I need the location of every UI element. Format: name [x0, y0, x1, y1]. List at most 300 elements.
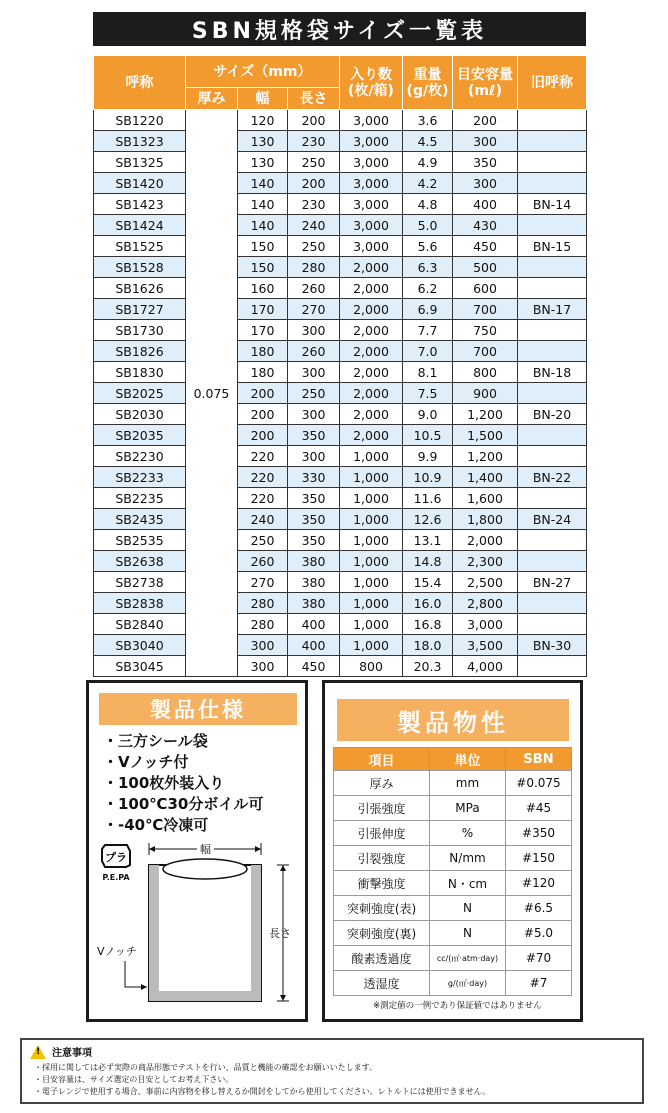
cell-weight: 5.0 [403, 215, 453, 236]
phys-cell-value: #0.075 [506, 771, 572, 796]
cell-weight: 3.6 [403, 110, 453, 131]
cell-weight: 6.2 [403, 278, 453, 299]
cell-name: SB1325 [94, 152, 186, 173]
cell-capacity: 600 [453, 278, 518, 299]
cell-name: SB2230 [94, 446, 186, 467]
table-row [94, 656, 587, 677]
bag-outline [149, 865, 261, 1001]
cell-length: 300 [288, 362, 340, 383]
cell-qty: 2,000 [340, 257, 403, 278]
cell-capacity: 1,400 [453, 467, 518, 488]
cell-length: 270 [288, 299, 340, 320]
col-header-size-group: サイズ（mm） [186, 56, 340, 88]
cell-weight: 10.5 [403, 425, 453, 446]
cell-qty: 1,000 [340, 509, 403, 530]
cell-capacity: 750 [453, 320, 518, 341]
phys-cell-unit: N [430, 921, 506, 946]
cell-weight: 7.7 [403, 320, 453, 341]
left-seal [149, 865, 159, 1001]
phys-cell-unit: % [430, 821, 506, 846]
table-row [94, 299, 587, 320]
cell-width: 280 [238, 593, 288, 614]
cell-name: SB2235 [94, 488, 186, 509]
cell-old-name [518, 551, 587, 572]
cell-qty: 1,000 [340, 530, 403, 551]
cell-weight: 12.6 [403, 509, 453, 530]
physical-props-table [333, 747, 572, 996]
cell-weight: 15.4 [403, 572, 453, 593]
feature-list [103, 731, 263, 836]
cell-width: 260 [238, 551, 288, 572]
cell-weight: 4.5 [403, 131, 453, 152]
cell-capacity: 430 [453, 215, 518, 236]
table-row [94, 593, 587, 614]
table-row [334, 771, 572, 796]
phys-cell-item: 衝撃強度 [334, 871, 430, 896]
bottom-seal [149, 991, 261, 1001]
phys-cell-item: 突刺強度(表) [334, 896, 430, 921]
phys-cell-value: #5.0 [506, 921, 572, 946]
cell-old-name: BN-22 [518, 467, 587, 488]
bag-opening [163, 859, 247, 879]
cell-qty: 1,000 [340, 635, 403, 656]
cell-length: 200 [288, 110, 340, 131]
table-row [94, 383, 587, 404]
cell-qty: 2,000 [340, 299, 403, 320]
cell-capacity: 2,500 [453, 572, 518, 593]
cell-width: 220 [238, 488, 288, 509]
caution-line: ・目安容量は、サイズ選定の目安としてお考え下さい。 [34, 1075, 234, 1084]
table-row [94, 362, 587, 383]
table-row [94, 467, 587, 488]
cell-thickness: 0.075 [186, 110, 238, 677]
table-row [334, 846, 572, 871]
phys-cell-unit: g/(㎡·day) [430, 971, 506, 996]
cell-capacity: 900 [453, 383, 518, 404]
table-row [334, 871, 572, 896]
cell-length: 250 [288, 236, 340, 257]
cell-length: 250 [288, 383, 340, 404]
cell-width: 200 [238, 425, 288, 446]
cell-old-name [518, 425, 587, 446]
cell-width: 200 [238, 404, 288, 425]
col-header-name: 呼称 [94, 56, 186, 110]
cell-name: SB1525 [94, 236, 186, 257]
diagram-width-label: 幅 [197, 841, 214, 857]
table-row [94, 131, 587, 152]
right-seal [251, 865, 261, 1001]
table-row [94, 194, 587, 215]
cell-width: 170 [238, 299, 288, 320]
cell-weight: 11.6 [403, 488, 453, 509]
cell-name: SB2840 [94, 614, 186, 635]
cell-length: 400 [288, 614, 340, 635]
cell-capacity: 1,200 [453, 446, 518, 467]
cell-weight: 7.0 [403, 341, 453, 362]
cell-qty: 2,000 [340, 341, 403, 362]
cell-length: 230 [288, 131, 340, 152]
cell-qty: 3,000 [340, 236, 403, 257]
cell-width: 300 [238, 635, 288, 656]
cell-old-name [518, 320, 587, 341]
cell-width: 130 [238, 152, 288, 173]
cell-width: 170 [238, 320, 288, 341]
cell-capacity: 350 [453, 152, 518, 173]
cell-old-name: BN-14 [518, 194, 587, 215]
physical-props-table-container [333, 747, 571, 996]
cell-capacity: 1,200 [453, 404, 518, 425]
phys-cell-unit: N/mm [430, 846, 506, 871]
caution-title: 注意事項 [52, 1048, 92, 1059]
feature-item: ・Vノッチ付 [103, 753, 189, 771]
cell-length: 260 [288, 341, 340, 362]
col-header-weight: 重量 (g/枚) [403, 56, 453, 110]
phys-cell-value: #350 [506, 821, 572, 846]
cell-weight: 7.5 [403, 383, 453, 404]
cell-name: SB2435 [94, 509, 186, 530]
cell-width: 150 [238, 257, 288, 278]
cell-old-name [518, 152, 587, 173]
cell-old-name: BN-20 [518, 404, 587, 425]
cell-old-name [518, 215, 587, 236]
cell-name: SB2838 [94, 593, 186, 614]
phys-cell-value: #150 [506, 846, 572, 871]
cell-name: SB1730 [94, 320, 186, 341]
cell-qty: 3,000 [340, 110, 403, 131]
cell-qty: 3,000 [340, 131, 403, 152]
cell-width: 220 [238, 446, 288, 467]
col-header-old-name: 旧呼称 [518, 56, 587, 110]
cell-old-name [518, 593, 587, 614]
cell-old-name: BN-15 [518, 236, 587, 257]
table-row [334, 796, 572, 821]
physical-props-title: 製品物性 [337, 699, 569, 741]
cell-old-name [518, 341, 587, 362]
cell-length: 300 [288, 320, 340, 341]
phys-header-item: 項目 [334, 748, 430, 771]
cell-weight: 8.1 [403, 362, 453, 383]
cell-length: 380 [288, 551, 340, 572]
table-row [94, 215, 587, 236]
cell-old-name [518, 257, 587, 278]
cell-length: 350 [288, 425, 340, 446]
page-title: SBN規格袋サイズ一覧表 [93, 12, 586, 46]
physical-props-note: ※測定値の一例であり保証値ではありません [373, 1001, 542, 1011]
phys-cell-unit: MPa [430, 796, 506, 821]
cell-width: 180 [238, 362, 288, 383]
phys-cell-item: 引張伸度 [334, 821, 430, 846]
cell-weight: 4.9 [403, 152, 453, 173]
cell-old-name [518, 656, 587, 677]
table-row [94, 572, 587, 593]
cell-name: SB1626 [94, 278, 186, 299]
diagram-length-label: 長さ [269, 927, 291, 940]
caution-line: ・採用に関しては必ず実際の商品形態でテストを行い、品質と機能の確認をお願いいたします。 [34, 1063, 378, 1072]
product-spec-title: 製品仕様 [99, 693, 297, 725]
cell-old-name: BN-24 [518, 509, 587, 530]
table-row [94, 236, 587, 257]
cell-length: 450 [288, 656, 340, 677]
cell-capacity: 1,800 [453, 509, 518, 530]
cell-name: SB2025 [94, 383, 186, 404]
notch-pointer-arrow [141, 984, 147, 990]
cell-old-name: BN-17 [518, 299, 587, 320]
warning-icon [30, 1045, 46, 1059]
cell-length: 240 [288, 215, 340, 236]
cell-old-name [518, 383, 587, 404]
cell-name: SB1323 [94, 131, 186, 152]
cell-width: 120 [238, 110, 288, 131]
table-row [94, 635, 587, 656]
table-row [94, 530, 587, 551]
cell-capacity: 1,500 [453, 425, 518, 446]
product-spec-box [86, 680, 308, 1022]
cell-width: 220 [238, 467, 288, 488]
cell-length: 260 [288, 278, 340, 299]
recycle-material-label: P.E.PA [102, 873, 130, 882]
cell-weight: 9.0 [403, 404, 453, 425]
cell-width: 280 [238, 614, 288, 635]
cell-weight: 4.8 [403, 194, 453, 215]
phys-header-unit: 単位 [430, 748, 506, 771]
cell-length: 350 [288, 488, 340, 509]
cell-old-name [518, 446, 587, 467]
physical-props-body [334, 771, 572, 996]
caution-line: ・電子レンジで使用する場合、事前に内容物を移し替えるか開封をしてから使用してください。レトルトには使用できません。 [34, 1087, 491, 1096]
cell-name: SB2233 [94, 467, 186, 488]
cell-name: SB2535 [94, 530, 186, 551]
table-row [334, 971, 572, 996]
cell-name: SB1830 [94, 362, 186, 383]
table-row [94, 173, 587, 194]
cell-weight: 6.3 [403, 257, 453, 278]
cell-weight: 6.9 [403, 299, 453, 320]
cell-length: 300 [288, 404, 340, 425]
cell-length: 380 [288, 593, 340, 614]
table-row [94, 509, 587, 530]
cell-qty: 1,000 [340, 551, 403, 572]
cell-length: 350 [288, 530, 340, 551]
cell-capacity: 2,000 [453, 530, 518, 551]
cell-width: 130 [238, 131, 288, 152]
cell-length: 380 [288, 572, 340, 593]
phys-cell-item: 透湿度 [334, 971, 430, 996]
cell-capacity: 300 [453, 173, 518, 194]
cell-qty: 3,000 [340, 152, 403, 173]
cell-length: 350 [288, 509, 340, 530]
cell-qty: 3,000 [340, 215, 403, 236]
cell-capacity: 800 [453, 362, 518, 383]
phys-cell-value: #7 [506, 971, 572, 996]
cell-capacity: 300 [453, 131, 518, 152]
cell-width: 300 [238, 656, 288, 677]
cell-qty: 1,000 [340, 614, 403, 635]
phys-cell-item: 引裂強度 [334, 846, 430, 871]
diagram-notch-label: Vノッチ [97, 945, 137, 958]
feature-item: ・三方シール袋 [103, 732, 208, 750]
col-header-thickness: 厚み [186, 88, 238, 110]
cell-name: SB2638 [94, 551, 186, 572]
cell-qty: 3,000 [340, 194, 403, 215]
caution-header [30, 1044, 92, 1059]
phys-cell-item: 突刺強度(裏) [334, 921, 430, 946]
cell-capacity: 700 [453, 341, 518, 362]
feature-item: ・100枚外装入り [103, 774, 225, 792]
cell-name: SB1826 [94, 341, 186, 362]
phys-cell-value: #120 [506, 871, 572, 896]
cell-length: 250 [288, 152, 340, 173]
cell-qty: 1,000 [340, 572, 403, 593]
cell-old-name [518, 614, 587, 635]
cell-qty: 2,000 [340, 278, 403, 299]
cell-length: 300 [288, 446, 340, 467]
cell-name: SB1423 [94, 194, 186, 215]
cell-old-name [518, 110, 587, 131]
cell-width: 160 [238, 278, 288, 299]
cell-width: 200 [238, 383, 288, 404]
cell-name: SB1420 [94, 173, 186, 194]
feature-item: ・-40℃冷凍可 [103, 816, 209, 834]
table-row [94, 320, 587, 341]
cell-qty: 2,000 [340, 425, 403, 446]
col-header-length: 長さ [288, 88, 340, 110]
cell-length: 280 [288, 257, 340, 278]
cell-width: 270 [238, 572, 288, 593]
cell-capacity: 2,300 [453, 551, 518, 572]
recycle-mark-text: プラ [105, 851, 127, 864]
cell-capacity: 3,000 [453, 614, 518, 635]
cell-name: SB2738 [94, 572, 186, 593]
phys-cell-value: #70 [506, 946, 572, 971]
table-row [334, 946, 572, 971]
cell-length: 200 [288, 173, 340, 194]
cell-weight: 13.1 [403, 530, 453, 551]
cell-length: 400 [288, 635, 340, 656]
cell-old-name [518, 278, 587, 299]
cell-old-name: BN-18 [518, 362, 587, 383]
cell-qty: 3,000 [340, 173, 403, 194]
caution-box [20, 1038, 644, 1104]
phys-cell-unit: cc/(㎡·atm·day) [430, 946, 506, 971]
phys-cell-value: #45 [506, 796, 572, 821]
feature-item: ・100℃30分ボイル可 [103, 795, 264, 813]
phys-cell-item: 厚み [334, 771, 430, 796]
cell-width: 180 [238, 341, 288, 362]
cell-qty: 2,000 [340, 320, 403, 341]
notch-pointer-line [125, 961, 147, 987]
col-header-capacity: 目安容量 (mℓ) [453, 56, 518, 110]
cell-length: 330 [288, 467, 340, 488]
cell-name: SB2035 [94, 425, 186, 446]
table-row [94, 110, 587, 131]
cell-name: SB1220 [94, 110, 186, 131]
cell-weight: 4.2 [403, 173, 453, 194]
cell-weight: 10.9 [403, 467, 453, 488]
table-row [94, 425, 587, 446]
cell-length: 230 [288, 194, 340, 215]
cell-old-name: BN-27 [518, 572, 587, 593]
cell-capacity: 400 [453, 194, 518, 215]
cell-weight: 16.8 [403, 614, 453, 635]
cell-capacity: 4,000 [453, 656, 518, 677]
cell-capacity: 200 [453, 110, 518, 131]
phys-cell-item: 引張強度 [334, 796, 430, 821]
cell-old-name [518, 530, 587, 551]
table-row [94, 152, 587, 173]
phys-cell-unit: N [430, 896, 506, 921]
size-table [93, 55, 587, 677]
table-row [94, 404, 587, 425]
cell-width: 140 [238, 215, 288, 236]
cell-qty: 1,000 [340, 467, 403, 488]
phys-cell-value: #6.5 [506, 896, 572, 921]
cell-capacity: 700 [453, 299, 518, 320]
cell-name: SB1727 [94, 299, 186, 320]
cell-capacity: 1,600 [453, 488, 518, 509]
cell-width: 140 [238, 173, 288, 194]
cell-width: 150 [238, 236, 288, 257]
cell-weight: 16.0 [403, 593, 453, 614]
table-row [94, 341, 587, 362]
cell-qty: 1,000 [340, 593, 403, 614]
cell-qty: 2,000 [340, 362, 403, 383]
cell-old-name [518, 131, 587, 152]
cell-name: SB3040 [94, 635, 186, 656]
cell-old-name [518, 173, 587, 194]
cell-name: SB1528 [94, 257, 186, 278]
phys-cell-unit: N・cm [430, 871, 506, 896]
cell-old-name: BN-30 [518, 635, 587, 656]
table-row [94, 278, 587, 299]
cell-capacity: 500 [453, 257, 518, 278]
cell-width: 250 [238, 530, 288, 551]
cell-name: SB2030 [94, 404, 186, 425]
cell-weight: 18.0 [403, 635, 453, 656]
cell-capacity: 450 [453, 236, 518, 257]
cell-weight: 20.3 [403, 656, 453, 677]
size-table-body [94, 110, 587, 677]
table-row [94, 257, 587, 278]
phys-header-sbn: SBN [506, 748, 572, 771]
table-row [94, 551, 587, 572]
cell-weight: 5.6 [403, 236, 453, 257]
table-row [334, 896, 572, 921]
col-header-width: 幅 [238, 88, 288, 110]
cell-qty: 800 [340, 656, 403, 677]
size-table-container [93, 55, 586, 677]
table-row [334, 921, 572, 946]
cell-width: 240 [238, 509, 288, 530]
cell-capacity: 2,800 [453, 593, 518, 614]
table-row [94, 488, 587, 509]
cell-weight: 9.9 [403, 446, 453, 467]
cell-width: 140 [238, 194, 288, 215]
cell-old-name [518, 488, 587, 509]
table-row [94, 446, 587, 467]
cell-capacity: 3,500 [453, 635, 518, 656]
bag-diagram [89, 841, 305, 1017]
phys-cell-unit: mm [430, 771, 506, 796]
cell-name: SB3045 [94, 656, 186, 677]
cell-qty: 1,000 [340, 446, 403, 467]
phys-cell-item: 酸素透過度 [334, 946, 430, 971]
col-header-qty: 入り数 (枚/箱) [340, 56, 403, 110]
cell-qty: 2,000 [340, 404, 403, 425]
cell-weight: 14.8 [403, 551, 453, 572]
cell-name: SB1424 [94, 215, 186, 236]
table-row [334, 821, 572, 846]
cell-qty: 2,000 [340, 383, 403, 404]
